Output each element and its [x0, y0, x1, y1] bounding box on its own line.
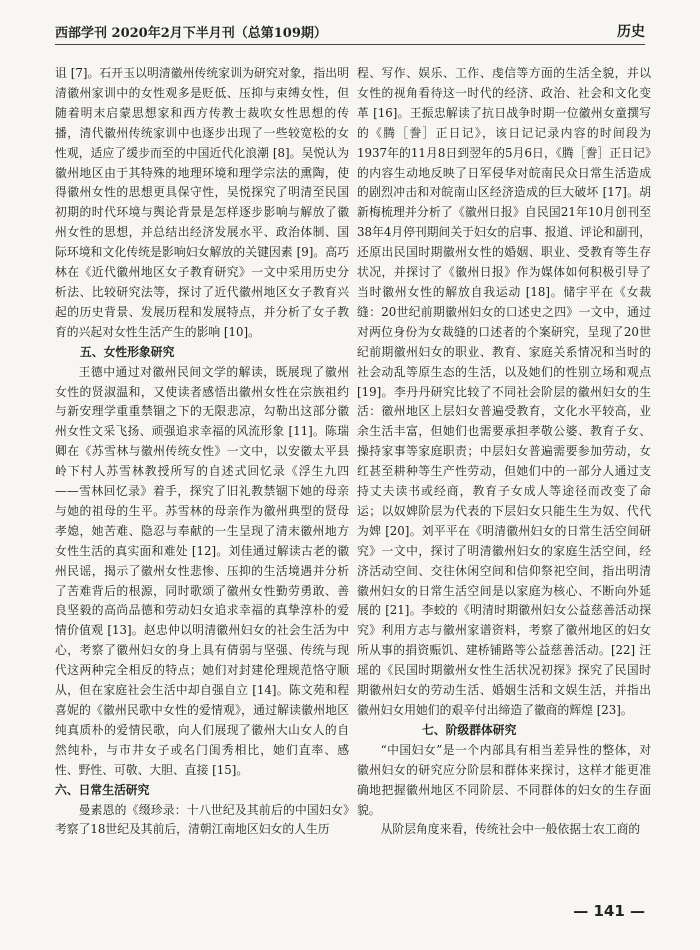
- section-heading-female-image: 五、女性形象研究: [80, 344, 175, 359]
- page-number: — 141 —: [573, 902, 645, 920]
- paragraph: “中国妇女”是一个内部具有相当差异性的整体，对徽州妇女的研究应分阶层和群体来探讨，这样才能更准确地把握徽州地区不同阶层、不同群体的妇女的生存面貌。: [357, 742, 651, 817]
- section-heading-class-groups: 七、阶级群体研究: [422, 722, 517, 737]
- header-rule: [55, 44, 645, 45]
- journal-title: 西部学刊 2020年2月下半月刊（总第109期）: [55, 26, 327, 41]
- paragraph: 从阶层角度来看，传统社会中一般依据士农工商的: [380, 822, 641, 837]
- paragraph: 诅 [7]。石开玉以明清徽州传统家训为研究对象，指出明清徽州家训中的女性观多是贬低、压抑与束缚女性，但随着明末启蒙思想家和西方传教士裁吹女性思想的传播，清代徽州传统家训中也逐步出现了一些较宽松的女性观，适应了缓步而至的中国近代化浪潮 [8]。吴悦认为徽州地区由于其特殊的地理环境和理学宗法的熏陶，使得徽州女性的思想更具保守性，吴悦探究了明清至民国初期的时代环境与舆论背景是怎样逐步影响与解放了徽州女性的思想，并总结出经济发展水平、政治体制、国际环境和文化传统是影响妇女解放的关键因素 [9]。高巧林在《近代徽州地区女子教育研究》一文中采用历史分析法、比较研究法等，探讨了近代徽州地区女子教育兴起的历史背景、发展历程和发展特点，并分析了女子教育的兴起对女性生活产生的影响 [10]。: [55, 66, 349, 339]
- paragraph: 程、写作、娱乐、工作、虔信等方面的生活全貌，并以女性的视角看待这一时代的经济、政治、社会和文化变革 [16]。王振忠解读了抗日战争时期一位徽州女童撰写的《腾［誊］正日记》，该日记记录内容的时间段为1937年的11月8日到翌年的5月6日，《腾［誊］正日记》的内容生动地反映了日军侵华对皖南民众日常生活造成的剧烈冲击和对皖南山区经济造成的巨大破坏 [17]。胡新梅梳理并分析了《徽州日报》自民国21年10月创刊至38年4月停刊期间关于妇女的启事、报道、评论和副刊，还原出民国时期徽州女性的婚姻、职业、受教育等生存状况，并探讨了《徽州日报》作为媒体如何积极引导了当时徽州女性的解放自我运动 [18]。储宇平在《女裁缝：20世纪前期徽州妇女的口述史之四》一文中，通过对两位身份为女裁缝的口述者的个案研究，呈现了20世纪前期徽州妇女的职业、教育、家庭关系情况和当时的社会动乱等原生态的生活，以及她们的性别立场和观点 [19]。李丹丹研究比较了不同社会阶层的徽州妇女的生活：徽州地区上层妇女普遍受教育，文化水平较高，业余生活丰富，但她们也需要承担孝敬公婆、教育子女、操持家事等家庭职责；中层妇女普遍需要参加劳动，女红甚至耕种等生产性劳动，但她们中的一部分人通过支持丈夫读书或经商，教育子女成人等途径而改变了命运；以奴婢阶层为代表的下层妇女只能生生为奴、代代为婢 [20]。刘平平在《明清徽州妇女的日常生活空间研究》一文中，探讨了明清徽州妇女的家庭生活空间，经济活动空间、交往休闲空间和信仰祭祀空间，指出明清徽州妇女的日常生活空间是以家庭为核心、不断向外延展的 [21]。李蛟的《明清时期徽州妇女公益慈善活动探究》利用方志与徽州家谱资料，考察了徽州地区的妇女所从事的捐资赈饥、建桥铺路等公益慈善活动。[22] 汪瑶的《民国时期徽州女性生活状况初探》探究了民国时期徽州妇女的劳动生活、婚姻生活和文娱生活，并指出徽州妇女用她们的艰辛付出缔造了徽商的辉煌 [23]。: [357, 66, 651, 717]
- page-header: [55, 18, 645, 48]
- paragraph: 王德中通过对徽州民间文学的解读，既展现了徽州女性的贤淑温和，又使读者感悟出徽州女性在宗族祖约与新安理学重重禁锢之下的无限悲凉，勾勒出这部分徽州女性文采飞扬、顽强追求幸福的风流形象 [11]。陈瑞卿在《苏雪林与徽州传统女性》一文中，以安徽太平县岭下村人苏雪林教授所写的自述式回忆录《浮生九四——雪林回忆录》着手，探究了旧礼教禁锢下她的母亲与她的祖母的生平。苏雪林的母亲作为徽州典型的贤母孝媳，她苦难、隐忍与奉献的一生呈现了清末徽州地方女性生活的真实面和难处 [12]。刘佳通过解读古老的徽州民谣，揭示了徽州女性悲惨、压抑的生活境遇并分析了苦难背后的根源，同时歌颂了徽州女性勤劳勇敢、善良坚毅的高尚品德和劳动妇女追求幸福的真挚淳朴的爱情价值观 [13]。赵忠仲以明清徽州妇女的社会生活为中心，考察了徽州妇女的身上具有倩弱与坚强、传统与现代这两种完全相反的特点；她们对封建伦理规范恪守顺从，但在家庭社会生活中却自强自立 [14]。陈文苑和程喜妮的《徽州民歌中女性的爱情观》，通过解读徽州地区纯真质朴的爱情民歌，向人们展现了徽州大山女人的自然纯朴，与市井女子或名门闺秀相比，她们直率、感性、野性、可敬、大胆、直接 [15]。: [55, 364, 349, 777]
- paragraph: 曼素恩的《缀珍录：十八世纪及其前后的中国妇女》考察了18世纪及其前后，清朝江南地区妇女的人生历: [55, 802, 349, 837]
- section-heading-daily-life: 六、日常生活研究: [55, 782, 150, 797]
- left-column: [55, 64, 349, 840]
- section-label: 历史: [617, 24, 645, 40]
- right-column: [357, 64, 651, 840]
